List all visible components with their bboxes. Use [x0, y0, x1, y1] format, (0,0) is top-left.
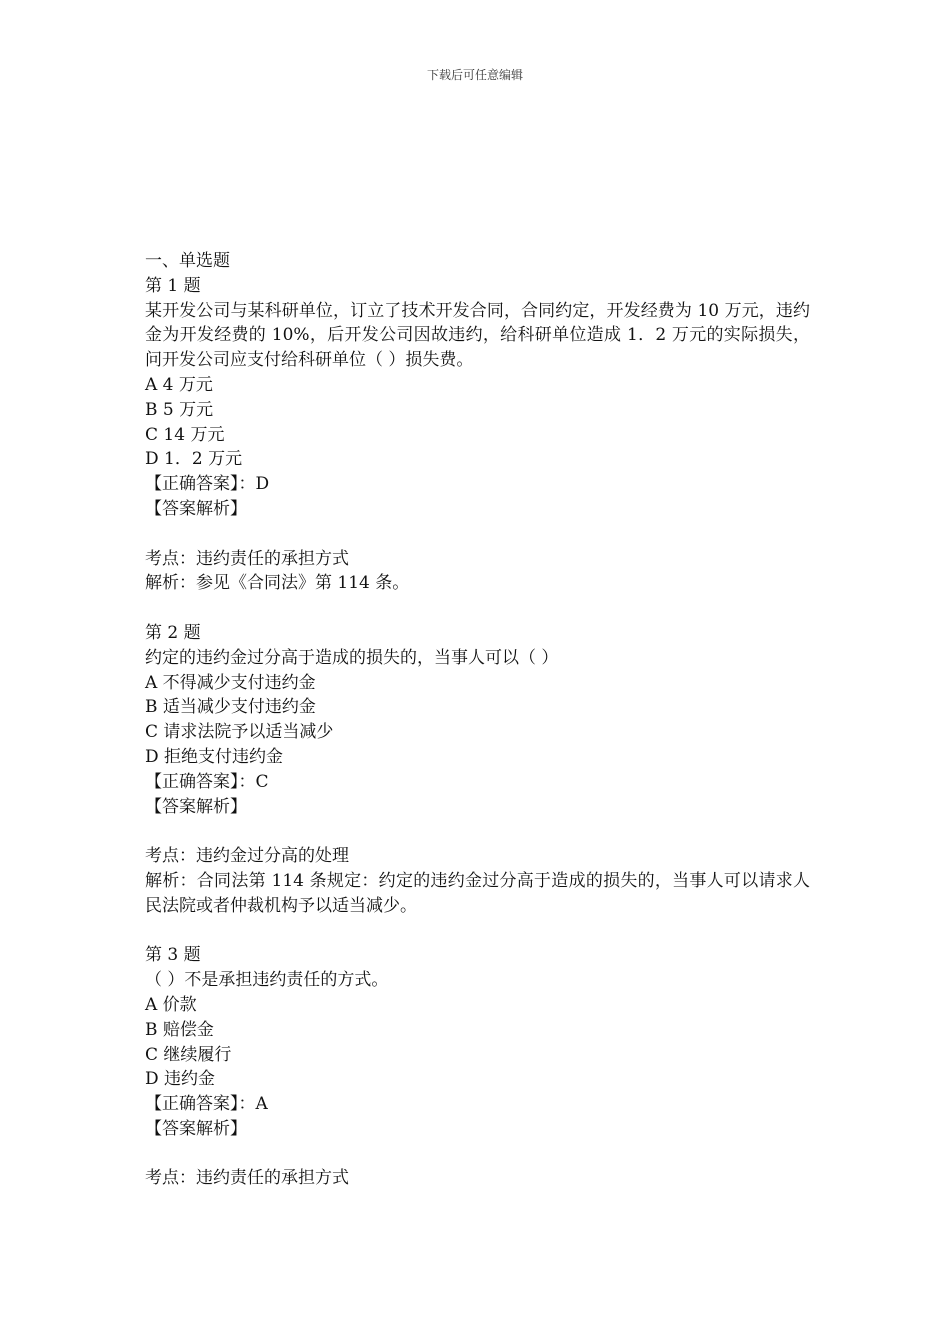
question-number: 第 1 题: [145, 275, 201, 296]
option-a: A 不得减少支付违约金: [145, 672, 316, 693]
question-number: 第 2 题: [145, 622, 201, 643]
option-d: D 违约金: [145, 1069, 216, 1090]
option-d: D 拒绝支付违约金: [145, 746, 284, 767]
section-title: 一、单选题: [145, 251, 230, 271]
analysis-heading: 【答案解析】: [145, 498, 247, 519]
option-c: C 14 万元: [145, 424, 225, 445]
question-stem: 某开发公司与某科研单位，订立了技术开发合同，合同约定，开发经费为 10 万元，违约金为开发经费的 10%，后开发公司因故违约，给科研单位造成 1．2 万元的实际损失，问开发公司应支付给科研单位（ ）损失费。: [145, 300, 810, 371]
key-point: 考点：违约责任的承担方式: [145, 1168, 349, 1189]
correct-answer: 【正确答案】：C: [145, 771, 269, 792]
blank-line: [145, 1142, 810, 1167]
question-2: [145, 621, 810, 943]
blank-line: [145, 919, 810, 944]
key-point: 考点：违约责任的承担方式: [145, 548, 349, 569]
option-b: B 5 万元: [145, 399, 214, 420]
question-1: [145, 274, 810, 621]
correct-answer: 【正确答案】：A: [145, 1094, 268, 1115]
blank-line: [145, 596, 810, 621]
option-c: C 继续履行: [145, 1044, 232, 1065]
document-body: [145, 249, 810, 1191]
question-stem: （ ）不是承担违约责任的方式。: [145, 970, 389, 991]
option-d: D 1．2 万元: [145, 449, 243, 470]
option-a: A 4 万元: [145, 374, 213, 395]
question-stem: 约定的违约金过分高于造成的损失的，当事人可以（ ）: [145, 647, 559, 668]
blank-line: [145, 819, 810, 844]
question-number: 第 3 题: [145, 945, 201, 966]
option-b: B 适当减少支付违约金: [145, 697, 316, 718]
option-c: C 请求法院予以适当减少: [145, 722, 334, 743]
key-point: 考点：违约金过分高的处理: [145, 846, 349, 867]
page-header-watermark: 下载后可任意编辑: [426, 68, 523, 82]
option-a: A 价款: [145, 994, 197, 1015]
analysis-heading: 【答案解析】: [145, 796, 247, 817]
option-b: B 赔偿金: [145, 1019, 214, 1040]
explanation: 解析：合同法第 114 条规定：约定的违约金过分高于造成的损失的，当事人可以请求人民法院或者仲裁机构予以适当减少。: [145, 870, 810, 916]
question-3: [145, 943, 810, 1191]
explanation: 解析：参见《合同法》第 114 条。: [145, 573, 410, 594]
analysis-heading: 【答案解析】: [145, 1118, 247, 1139]
blank-line: [145, 522, 810, 547]
correct-answer: 【正确答案】：D: [145, 474, 270, 495]
